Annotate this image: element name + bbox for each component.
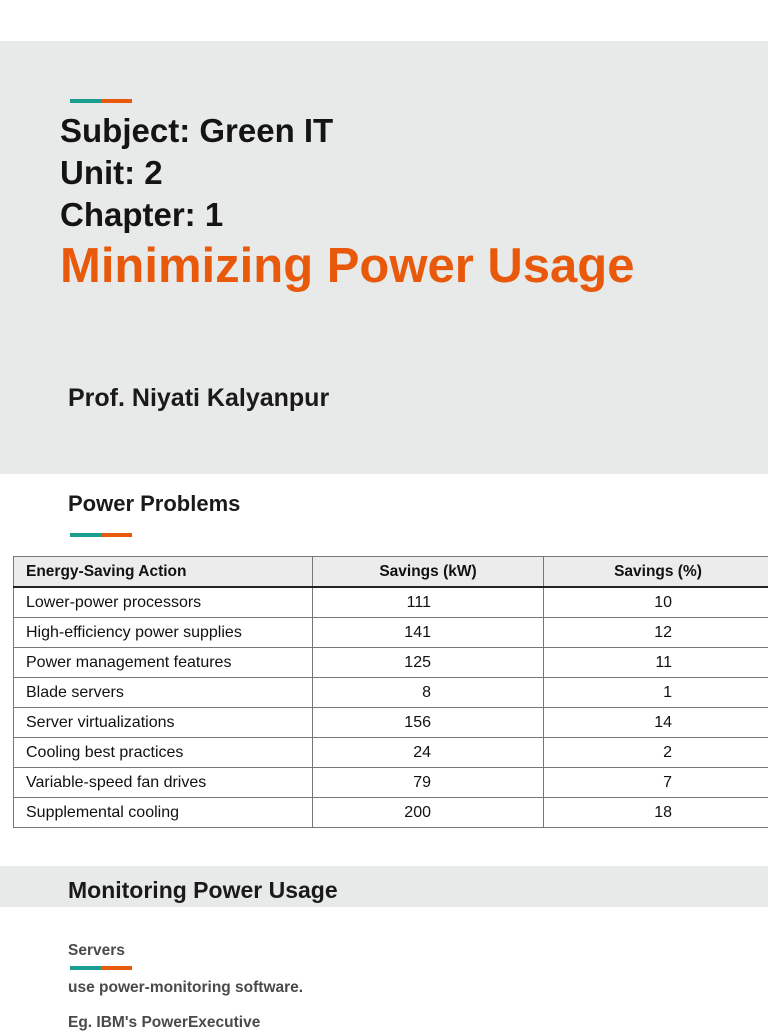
cell-savings-pct: 11 [544, 648, 768, 678]
unit-line: Unit: 2 [60, 153, 163, 193]
cell-action: Cooling best practices [14, 738, 313, 768]
cell-action: Power management features [14, 648, 313, 678]
author-name: Prof. Niyati Kalyanpur [68, 384, 329, 413]
cell-action: High-efficiency power supplies [14, 618, 313, 648]
cell-action: Variable-speed fan drives [14, 768, 313, 798]
title-slide [0, 41, 768, 474]
cell-savings-kw: 111 [313, 587, 544, 618]
servers-label: Servers [68, 942, 125, 960]
cell-savings-pct: 7 [544, 768, 768, 798]
table-row [14, 798, 768, 828]
cell-savings-pct: 14 [544, 708, 768, 738]
cell-savings-pct: 2 [544, 738, 768, 768]
column-header-action: Energy-Saving Action [14, 557, 313, 588]
power-problems-slide [0, 474, 768, 866]
cell-savings-kw: 125 [313, 648, 544, 678]
cell-savings-kw: 141 [313, 618, 544, 648]
cell-savings-pct: 18 [544, 798, 768, 828]
table-row [14, 738, 768, 768]
cell-action: Lower-power processors [14, 587, 313, 618]
section-heading-monitoring: Monitoring Power Usage [68, 877, 338, 904]
cell-savings-kw: 8 [313, 678, 544, 708]
accent-bar [70, 533, 132, 537]
table-row [14, 648, 768, 678]
cell-savings-kw: 24 [313, 738, 544, 768]
page-title: Minimizing Power Usage [60, 237, 634, 295]
cell-savings-pct: 10 [544, 587, 768, 618]
section-heading-power-problems: Power Problems [68, 491, 240, 517]
accent-bar [70, 966, 132, 970]
cell-action: Supplemental cooling [14, 798, 313, 828]
table-header-row [14, 557, 768, 588]
table-row [14, 768, 768, 798]
column-header-savings-kw: Savings (kW) [313, 557, 544, 588]
cell-action: Blade servers [14, 678, 313, 708]
subject-line: Subject: Green IT [60, 111, 333, 151]
servers-example: Eg. IBM's PowerExecutive [68, 1014, 260, 1032]
table-row [14, 678, 768, 708]
cell-savings-kw: 200 [313, 798, 544, 828]
accent-bar [70, 99, 132, 103]
column-header-savings-pct: Savings (%) [544, 557, 768, 588]
energy-savings-table [13, 556, 768, 828]
cell-savings-pct: 1 [544, 678, 768, 708]
table-row [14, 587, 768, 618]
table-row [14, 708, 768, 738]
cell-action: Server virtualizations [14, 708, 313, 738]
cell-savings-pct: 12 [544, 618, 768, 648]
cell-savings-kw: 79 [313, 768, 544, 798]
monitoring-slide [0, 866, 768, 1024]
chapter-line: Chapter: 1 [60, 195, 223, 235]
table-row [14, 618, 768, 648]
cell-savings-kw: 156 [313, 708, 544, 738]
servers-description: use power-monitoring software. [68, 979, 303, 997]
